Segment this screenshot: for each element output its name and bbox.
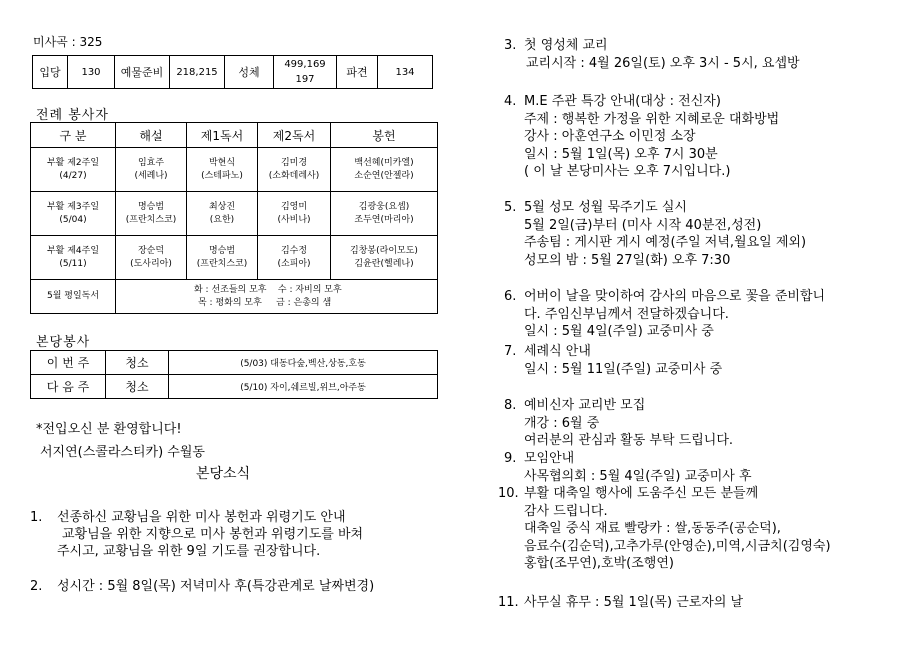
news-line: 모임안내 [524,451,575,466]
person-name: 명승범 [208,245,236,256]
news-line: 교리시작 : 4월 26일(토) 오후 3시 - 5시, 요셉방 [526,55,800,71]
news-line: 사무실 휴무 : 5월 1일(목) 근로자의 날 [524,595,744,610]
news-line: M.E 주관 특강 안내(대상 : 전신자) [524,94,721,109]
stat-label-communion: 성체 [225,56,274,89]
offering [331,148,438,192]
person-name: 임효주 [137,157,165,168]
baptismal-name: (프란치스코) [125,214,177,225]
reader-1 [187,236,258,280]
baptismal-name: (프란치스코) [196,258,248,269]
reader-1 [187,148,258,192]
news-item-number: 5. [504,200,517,215]
cleaning-task: 청소 [106,351,169,375]
person-name: 김영미 [280,201,308,212]
news-line: 강사 : 아훈연구소 이민정 소장 [524,129,696,144]
news-line: 세례식 안내 [524,344,591,359]
news-line: 교황님을 위한 지향으로 미사 봉헌과 위령기도를 바쳐 [62,527,364,542]
liturgy-week [31,236,116,280]
liturgy-row [31,192,438,236]
weekday-readers-line: 목 : 평화의 모후 금 : 은총의 샘 [198,297,332,308]
liturgy-week [31,148,116,192]
news-line: 5월 2일(금)부터 (미사 시작 40분전,성전) [524,217,762,233]
news-line: 부활 대축일 행사에 도움주신 모든 분들께 [524,486,759,501]
commentator [116,236,187,280]
weekday-readers [116,280,438,314]
news-line: 예비신자 교리반 모집 [524,398,646,413]
weekday-readers-line: 화 : 선조들의 모후 수 : 자비의 모후 [194,284,342,295]
liturgy-header-commentary: 해설 [116,123,187,148]
baptismal-name: (소화데레사) [268,170,320,181]
cleaning-detail: (5/03) 대동다숲,벡산,상동,호동 [169,351,438,375]
baptismal-name: (요한) [209,214,235,225]
cleaning-week-label: 이 번 주 [31,351,106,375]
news-line: 음료수(김순덕),고추가루(안영순),미역,시금치(김영숙) [524,538,831,554]
offering [331,236,438,280]
news-line: 개강 : 6월 중 [524,415,600,431]
mass-song-number: 미사곡 : 325 [33,35,103,49]
liturgy-header-offering: 봉헌 [331,123,438,148]
news-line: 대축일 중식 재료 빨랑카 : 쌀,동동주(공순덕), [524,521,781,536]
offering [331,192,438,236]
baptismal-name: (사비나) [277,214,311,225]
person-name: 박현식 [208,157,236,168]
liturgy-week [31,192,116,236]
news-item-number: 10. [498,486,519,501]
week-label: 부활 제4주일 [46,245,100,256]
cleaning-row [31,351,438,375]
commentator [116,148,187,192]
liturgy-table [30,122,438,314]
news-line: 다. 주임신부님께서 전달하겠습니다. [524,306,729,322]
news-line: ( 이 날 본당미사는 오후 7시입니다.) [524,164,731,179]
news-item-number: 2. [30,579,43,594]
news-line: 선종하신 교황님을 위한 미사 봉헌과 위령기도 안내 [57,510,346,525]
person-name: 김수정 [280,245,308,256]
news-line: 어버이 날을 맞이하여 감사의 마음으로 꽃을 준비합니 [524,289,826,304]
reader-1 [187,192,258,236]
news-line: 일시 : 5월 4일(주일) 교중미사 중 [524,324,714,339]
reader-2 [258,236,331,280]
weekday-readers-label: 5월 평일독서 [31,280,116,314]
cleaning-row [31,375,438,399]
weekday-readers-row [31,280,438,314]
liturgy-header-row [31,123,438,148]
news-item-number: 9. [504,451,517,466]
person-name: 김창봉(라이모도) [350,245,418,256]
news-item-number: 1. [30,510,43,525]
person-name: 최상진 [208,201,236,212]
reader-2 [258,148,331,192]
stat-value-communion-1: 499,169 [284,59,326,70]
stat-value-dismissal: 134 [378,56,433,89]
cleaning-task: 청소 [106,375,169,399]
mass-stats-table [32,55,433,89]
news-title: 본당소식 [196,466,251,482]
stat-value-communion-2: 197 [295,74,315,85]
news-line: 일시 : 5월 1일(목) 오후 7시 30분 [524,146,718,162]
cleaning-week-label: 다 음 주 [31,375,106,399]
stat-value-offertory: 218,215 [170,56,225,89]
baptismal-name: (도사리아) [130,258,172,269]
stat-label-entrance: 입당 [33,56,68,89]
news-line: 성모의 밤 : 5월 27일(화) 오후 7:30 [524,252,731,268]
person-name: 명승범 [137,201,165,212]
news-item-number: 8. [504,398,517,413]
news-item-number: 4. [504,94,517,109]
news-line: 성시간 : 5월 8일(목) 저녁미사 후(특강관계로 날짜변경) [57,579,375,594]
news-line: 홍합(조무연),호박(조행연) [524,556,674,571]
news-item-number: 7. [504,344,517,359]
cleaning-table [30,350,438,399]
baptismal-name: (세례나) [134,170,168,181]
person-name: 백선혜(미카엘) [354,157,414,168]
news-line: 여러분의 관심과 활동 부탁 드립니다. [524,433,734,448]
welcome-names: 서지연(스콜라스티카) 수월동 [40,445,205,460]
person-name: 김미경 [280,157,308,168]
news-item-number: 3. [504,38,517,53]
liturgy-header-category: 구 분 [31,123,116,148]
welcome-title: *전입오신 분 환영합니다! [36,422,182,437]
baptismal-name: (소피아) [277,258,311,269]
stat-value-entrance: 130 [68,56,115,89]
news-line: 사목협의회 : 5월 4일(주일) 교중미사 후 [524,468,752,484]
news-line: 5월 성모 성월 묵주기도 실시 [524,200,687,215]
person-name: 장순덕 [137,245,165,256]
liturgy-row [31,148,438,192]
news-line: 일시 : 5월 11일(주일) 교중미사 중 [524,361,723,377]
person-name: 김윤란(헬레나) [354,258,414,269]
news-line: 주제 : 행복한 가정을 위한 지혜로운 대화방법 [524,111,780,127]
cleaning-detail: (5/10) 자이,쉐르빌,위브,아주동 [169,375,438,399]
news-line: 감사 드립니다. [524,503,608,519]
week-label: 부활 제2주일 [46,157,100,168]
week-date: (5/11) [59,258,87,269]
news-item-number: 6. [504,289,517,304]
reader-2 [258,192,331,236]
baptismal-name: (스테파노) [201,170,243,181]
person-name: 소순연(안젤라) [354,170,414,181]
week-label: 부활 제3주일 [46,201,100,212]
liturgy-row [31,236,438,280]
stat-label-dismissal: 파견 [337,56,378,89]
week-date: (5/04) [59,214,87,225]
cleaning-section-title: 본당봉사 [36,335,91,350]
news-line: 첫 영성체 교리 [524,38,608,53]
liturgy-header-reading2: 제2독서 [258,123,331,148]
liturgy-section-title: 전례 봉사자 [36,108,109,123]
stat-value-communion [274,56,337,89]
stat-label-offertory: 예물준비 [115,56,170,89]
news-line: 주송팀 : 게시판 게시 예정(주일 저녁,월요일 제외) [524,235,807,250]
person-name: 조두연(마리아) [354,214,414,225]
week-date: (4/27) [59,170,87,181]
commentator [116,192,187,236]
person-name: 김광웅(요셉) [358,201,410,212]
news-item-number: 11. [498,595,519,610]
news-line: 주시고, 교황님을 위한 9일 기도를 권장합니다. [57,544,321,559]
liturgy-header-reading1: 제1독서 [187,123,258,148]
